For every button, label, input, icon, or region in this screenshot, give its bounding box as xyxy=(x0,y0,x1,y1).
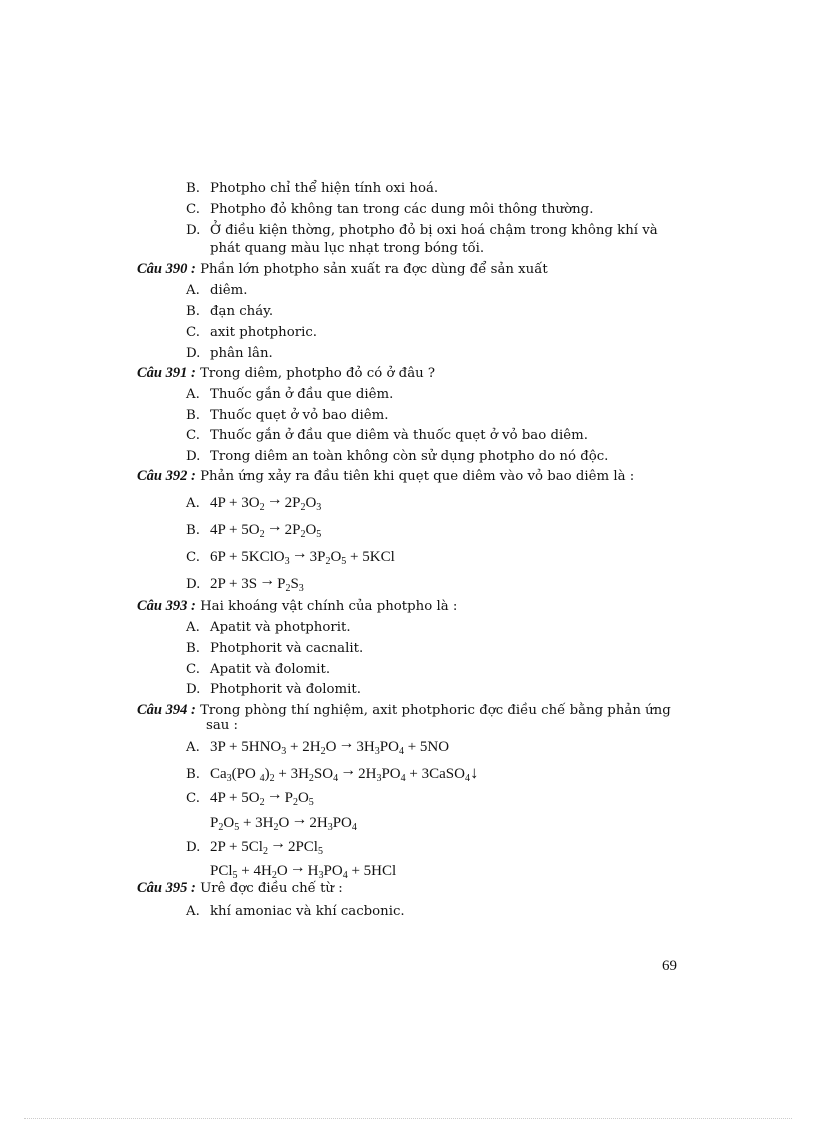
formula-text: O xyxy=(305,495,317,511)
chemical-equation: $2P + 3S\to P_2S_3$ xyxy=(210,572,304,594)
option-label: D. xyxy=(186,223,201,238)
formula-text: O xyxy=(223,815,235,831)
option-text: phân lân. xyxy=(210,346,273,361)
chemical-equation: $4P + 5O_2\to 2P_2O_5$ xyxy=(210,518,322,540)
answer-option xyxy=(186,735,450,757)
question xyxy=(137,365,435,382)
formula xyxy=(210,549,225,565)
formula xyxy=(285,522,322,538)
option-text: Photphorit và cacnalit. xyxy=(210,641,364,656)
formula-subscript: 3 xyxy=(374,746,380,757)
formula-subscript: 2 xyxy=(320,746,326,757)
question xyxy=(137,598,457,615)
option-label: C. xyxy=(186,662,200,677)
formula-subscript: 2 xyxy=(269,773,275,784)
formula-text: 4P xyxy=(210,495,226,511)
answer-option xyxy=(186,491,322,513)
answer-option xyxy=(186,835,323,857)
formula xyxy=(210,766,275,782)
option-label: B. xyxy=(186,408,200,423)
formula-text: 5KCl xyxy=(362,549,395,565)
formula-subscript: 5 xyxy=(316,529,322,540)
formula-subscript: 4 xyxy=(259,773,265,784)
answer-option xyxy=(186,619,351,636)
formula-text: H xyxy=(307,863,319,879)
formula-text: O xyxy=(305,522,317,538)
formula xyxy=(358,766,406,782)
answer-option xyxy=(186,324,317,341)
page-bottom-border xyxy=(24,1118,792,1119)
option-text: Photpho đỏ không tan trong các dung môi thông thường. xyxy=(210,202,594,217)
formula xyxy=(255,815,289,831)
formula-subscript: 2 xyxy=(271,870,277,881)
formula xyxy=(210,863,238,879)
formula-subscript: 3 xyxy=(376,773,382,784)
formula-subscript: 2 xyxy=(218,822,224,833)
option-label: B. xyxy=(186,767,200,782)
question-text: Trong phòng thí nghiệm, axit photphoric đợc điều chế bằng phản ứng xyxy=(200,703,671,718)
question-number: Câu 391 : xyxy=(137,365,196,381)
option-text: diêm. xyxy=(210,283,248,298)
formula-text: 2H xyxy=(358,766,377,782)
formula-text: 5O xyxy=(241,522,260,538)
chemical-equation: $2P + 5Cl_2\to 2PCl_5$ xyxy=(210,835,323,857)
formula-text: 4P xyxy=(210,790,226,806)
option-label: A. xyxy=(186,904,200,919)
formula-text: (PO xyxy=(231,766,260,782)
reaction-arrow-icon: → xyxy=(291,811,308,828)
formula xyxy=(308,863,348,879)
option-text: khí amoniac và khí cacbonic. xyxy=(210,904,405,919)
answer-option xyxy=(186,518,322,540)
formula-subscript: 4 xyxy=(342,870,348,881)
answer-option xyxy=(186,427,588,444)
formula-subscript: 3 xyxy=(281,746,287,757)
answer-option xyxy=(186,640,363,657)
chemical-equation: $6P + 5KClO_3\to 3P_2O_5 + 5KCl$ xyxy=(210,545,395,567)
formula-subscript: 3 xyxy=(298,583,304,594)
option-label: C. xyxy=(186,550,200,565)
formula-text: 3H xyxy=(290,766,309,782)
option-text: Photphorit và đolomit. xyxy=(210,682,361,697)
formula-subscript: 2 xyxy=(273,822,279,833)
formula xyxy=(241,549,289,565)
formula-text: PO xyxy=(323,863,343,879)
formula xyxy=(302,739,336,755)
chemical-equation: $4P + 3O_2\to 2P_2O_3$ xyxy=(210,491,322,513)
option-text: đạn cháy. xyxy=(210,304,274,319)
answer-option xyxy=(186,572,304,594)
formula-text: 3P xyxy=(210,739,226,755)
reaction-arrow-icon: → xyxy=(266,786,283,803)
formula-subscript: 5 xyxy=(308,797,314,808)
page-number: 69 xyxy=(662,958,677,974)
formula-text: 2P xyxy=(210,839,226,855)
formula-text: 5HCl xyxy=(363,863,397,879)
option-text: axit photphoric. xyxy=(210,325,318,340)
formula-subscript: 4 xyxy=(464,773,470,784)
reaction-arrow-icon: → xyxy=(291,545,308,562)
option-label: B. xyxy=(186,304,200,319)
formula xyxy=(277,576,304,592)
question-text: Phần lớn photpho sản xuất ra đợc dùng để sản xuất xyxy=(200,262,548,277)
formula-subscript: 2 xyxy=(292,797,298,808)
option-label: A. xyxy=(186,620,200,635)
option-label: A. xyxy=(186,740,200,755)
reaction-arrow-icon: → xyxy=(259,572,276,589)
formula xyxy=(309,815,357,831)
question-text-continued: sau : xyxy=(206,718,239,733)
formula-subscript: 3 xyxy=(318,870,324,881)
formula xyxy=(241,739,286,755)
option-label: C. xyxy=(186,202,200,217)
formula-text: 3O xyxy=(241,495,260,511)
option-label: A. xyxy=(186,496,200,511)
formula-text: ) xyxy=(264,766,270,782)
formula-subscript: 5 xyxy=(234,822,240,833)
formula xyxy=(285,495,322,511)
formula xyxy=(362,549,395,565)
formula xyxy=(241,790,264,806)
answer-option xyxy=(186,764,478,783)
formula-text: O xyxy=(276,863,288,879)
formula-text: 3H xyxy=(255,815,274,831)
chemical-equation: $PCl_5 + 4H_2O\to H_3PO_4 + 5HCl$ xyxy=(210,859,397,881)
option-text: Photpho chỉ thể hiện tính oxi hoá. xyxy=(210,181,439,196)
formula-subscript: 4 xyxy=(398,746,404,757)
formula-subscript: 2 xyxy=(262,846,268,857)
formula-text: 5NO xyxy=(419,739,450,755)
formula xyxy=(356,739,404,755)
formula-subscript: 2 xyxy=(300,502,306,513)
reaction-arrow-icon: → xyxy=(266,491,283,508)
formula-text: 4P xyxy=(210,522,226,538)
formula-text: O xyxy=(325,739,337,755)
chemical-equation: $P_2O_5 + 3H_2O\to 2H_3PO_4$ xyxy=(210,811,357,833)
formula-text: 3CaSO xyxy=(421,766,465,782)
formula-subscript: 2 xyxy=(259,529,265,540)
formula-text: 3P xyxy=(309,549,326,565)
reaction-arrow-icon: → xyxy=(340,762,357,779)
formula-subscript: 3 xyxy=(284,556,290,567)
equation-continued xyxy=(210,859,397,881)
formula xyxy=(210,576,225,592)
option-text: Ở điều kiện thờng, photpho đỏ bị oxi hoá chậm trong không khí và xyxy=(210,223,658,238)
formula-text: PO xyxy=(332,815,352,831)
formula-subscript: 2 xyxy=(308,773,314,784)
answer-option xyxy=(186,448,608,465)
formula xyxy=(210,839,225,855)
formula xyxy=(288,839,323,855)
option-label: C. xyxy=(186,325,200,340)
answer-option xyxy=(186,386,393,403)
formula-text: S xyxy=(290,576,299,592)
option-text: Apatit và đolomit. xyxy=(210,662,331,677)
formula-text: O xyxy=(297,790,309,806)
reaction-arrow-icon: → xyxy=(338,735,355,752)
formula-subscript: 4 xyxy=(333,773,339,784)
option-text: Trong diêm an toàn không còn sử dụng photpho do nó độc. xyxy=(210,449,609,464)
formula-text: SO xyxy=(313,766,334,782)
answer-option xyxy=(186,681,361,698)
formula xyxy=(420,739,449,755)
formula-text: O xyxy=(278,815,290,831)
question-text: Trong diêm, photpho đỏ có ở đâu ? xyxy=(200,366,436,381)
answer-option xyxy=(186,303,273,320)
formula xyxy=(285,790,314,806)
question xyxy=(137,261,548,278)
option-label: D. xyxy=(186,682,201,697)
formula-text: 5Cl xyxy=(241,839,263,855)
formula-subscript: 3 xyxy=(226,773,232,784)
option-label: B. xyxy=(186,181,200,196)
question xyxy=(137,880,343,897)
formula-subscript: 5 xyxy=(317,846,323,857)
formula xyxy=(241,576,257,592)
formula-subscript: 4 xyxy=(400,773,406,784)
equation-continued xyxy=(210,811,357,833)
formula-text: Ca xyxy=(210,766,227,782)
formula xyxy=(210,495,225,511)
formula xyxy=(241,522,264,538)
question-number: Câu 395 : xyxy=(137,880,196,896)
formula xyxy=(241,495,264,511)
option-text: Apatit và photphorit. xyxy=(210,620,351,635)
answer-option xyxy=(186,345,273,362)
formula-subscript: 4 xyxy=(351,822,357,833)
option-label: C. xyxy=(186,791,200,806)
formula xyxy=(210,815,239,831)
formula-text: 2P xyxy=(210,576,226,592)
formula-text: 6P xyxy=(210,549,226,565)
question-number: Câu 393 : xyxy=(137,598,196,614)
question-number: Câu 390 : xyxy=(137,261,196,277)
option-label: B. xyxy=(186,523,200,538)
formula-text: 2P xyxy=(284,495,301,511)
formula-text: 5O xyxy=(241,790,260,806)
option-label: D. xyxy=(186,840,201,855)
formula-text: 5HNO xyxy=(241,739,282,755)
formula-text: 2H xyxy=(302,739,321,755)
formula-text: 2PCl xyxy=(287,839,318,855)
question-text: Urê đợc điều chế từ : xyxy=(200,881,343,896)
formula-text: P xyxy=(284,790,293,806)
reaction-arrow-icon: → xyxy=(269,835,286,852)
option-label: A. xyxy=(186,283,200,298)
option-label: B. xyxy=(186,641,200,656)
formula-subscript: 5 xyxy=(232,870,238,881)
formula-subscript: 3 xyxy=(316,502,322,513)
formula xyxy=(422,766,470,782)
formula-subscript: 2 xyxy=(259,502,265,513)
formula xyxy=(241,839,268,855)
option-text: Thuốc gắn ở đầu que diêm. xyxy=(210,387,394,402)
formula xyxy=(210,739,225,755)
option-text-continued: phát quang màu lục nhạt trong bóng tối. xyxy=(210,241,485,256)
answer-option xyxy=(186,786,314,808)
formula-subscript: 3 xyxy=(327,822,333,833)
option-label: A. xyxy=(186,387,200,402)
question-number: Câu 394 : xyxy=(137,702,196,718)
formula-text: PO xyxy=(379,739,399,755)
formula-text: P xyxy=(210,815,219,831)
formula xyxy=(291,766,339,782)
option-label: C. xyxy=(186,428,200,443)
answer-option xyxy=(186,180,438,197)
answer-option xyxy=(186,661,330,678)
option-text: Thuốc quẹt ở vỏ bao diêm. xyxy=(210,408,389,423)
formula-text: P xyxy=(277,576,286,592)
answer-option xyxy=(186,903,405,920)
formula xyxy=(210,790,225,806)
question xyxy=(137,468,634,485)
option-label: D. xyxy=(186,449,201,464)
option-label: D. xyxy=(186,346,201,361)
precipitate-arrow-icon: ↓ xyxy=(469,763,479,782)
answer-option xyxy=(186,407,388,424)
formula-text: 3S xyxy=(241,576,258,592)
chemical-equation: $4P + 5O_2\to P_2O_5$ xyxy=(210,786,314,808)
formula-subscript: 2 xyxy=(325,556,331,567)
option-text: Thuốc gắn ở đầu que diêm và thuốc quẹt ở vỏ bao diêm. xyxy=(210,428,588,443)
formula-text: PCl xyxy=(210,863,233,879)
question-text: Phản ứng xảy ra đầu tiên khi quẹt que diêm vào vỏ bao diêm là : xyxy=(200,469,635,484)
answer-option xyxy=(186,222,658,239)
formula-subscript: 2 xyxy=(259,797,265,808)
answer-option xyxy=(186,201,593,218)
formula-text: 5KClO xyxy=(241,549,285,565)
reaction-arrow-icon: → xyxy=(289,859,306,876)
formula xyxy=(310,549,347,565)
chemical-equation: $3P + 5HNO_3 + 2H_2O\to 3H_3PO_4 + 5NO$ xyxy=(210,735,450,757)
formula-subscript: 2 xyxy=(285,583,291,594)
formula-text: 2P xyxy=(284,522,301,538)
option-label: D. xyxy=(186,577,201,592)
chemical-equation: $Ca_3(PO$ $_4)_2 + 3H_2SO_4\to 2H_3PO_4$ + 3CaSO$_4$↓ xyxy=(210,762,479,784)
answer-option xyxy=(186,282,247,299)
question-text: Hai khoáng vật chính của photpho là : xyxy=(200,599,458,614)
reaction-arrow-icon: → xyxy=(266,518,283,535)
formula-subscript: 5 xyxy=(341,556,347,567)
answer-option xyxy=(186,545,395,567)
formula xyxy=(253,863,287,879)
formula-text: O xyxy=(330,549,342,565)
formula-subscript: 2 xyxy=(300,529,306,540)
formula-text: PO xyxy=(381,766,401,782)
formula xyxy=(364,863,397,879)
formula-text: 4H xyxy=(253,863,272,879)
formula-text: 3H xyxy=(356,739,375,755)
formula xyxy=(210,522,225,538)
question-number: Câu 392 : xyxy=(137,468,196,484)
formula-text: 2H xyxy=(309,815,328,831)
